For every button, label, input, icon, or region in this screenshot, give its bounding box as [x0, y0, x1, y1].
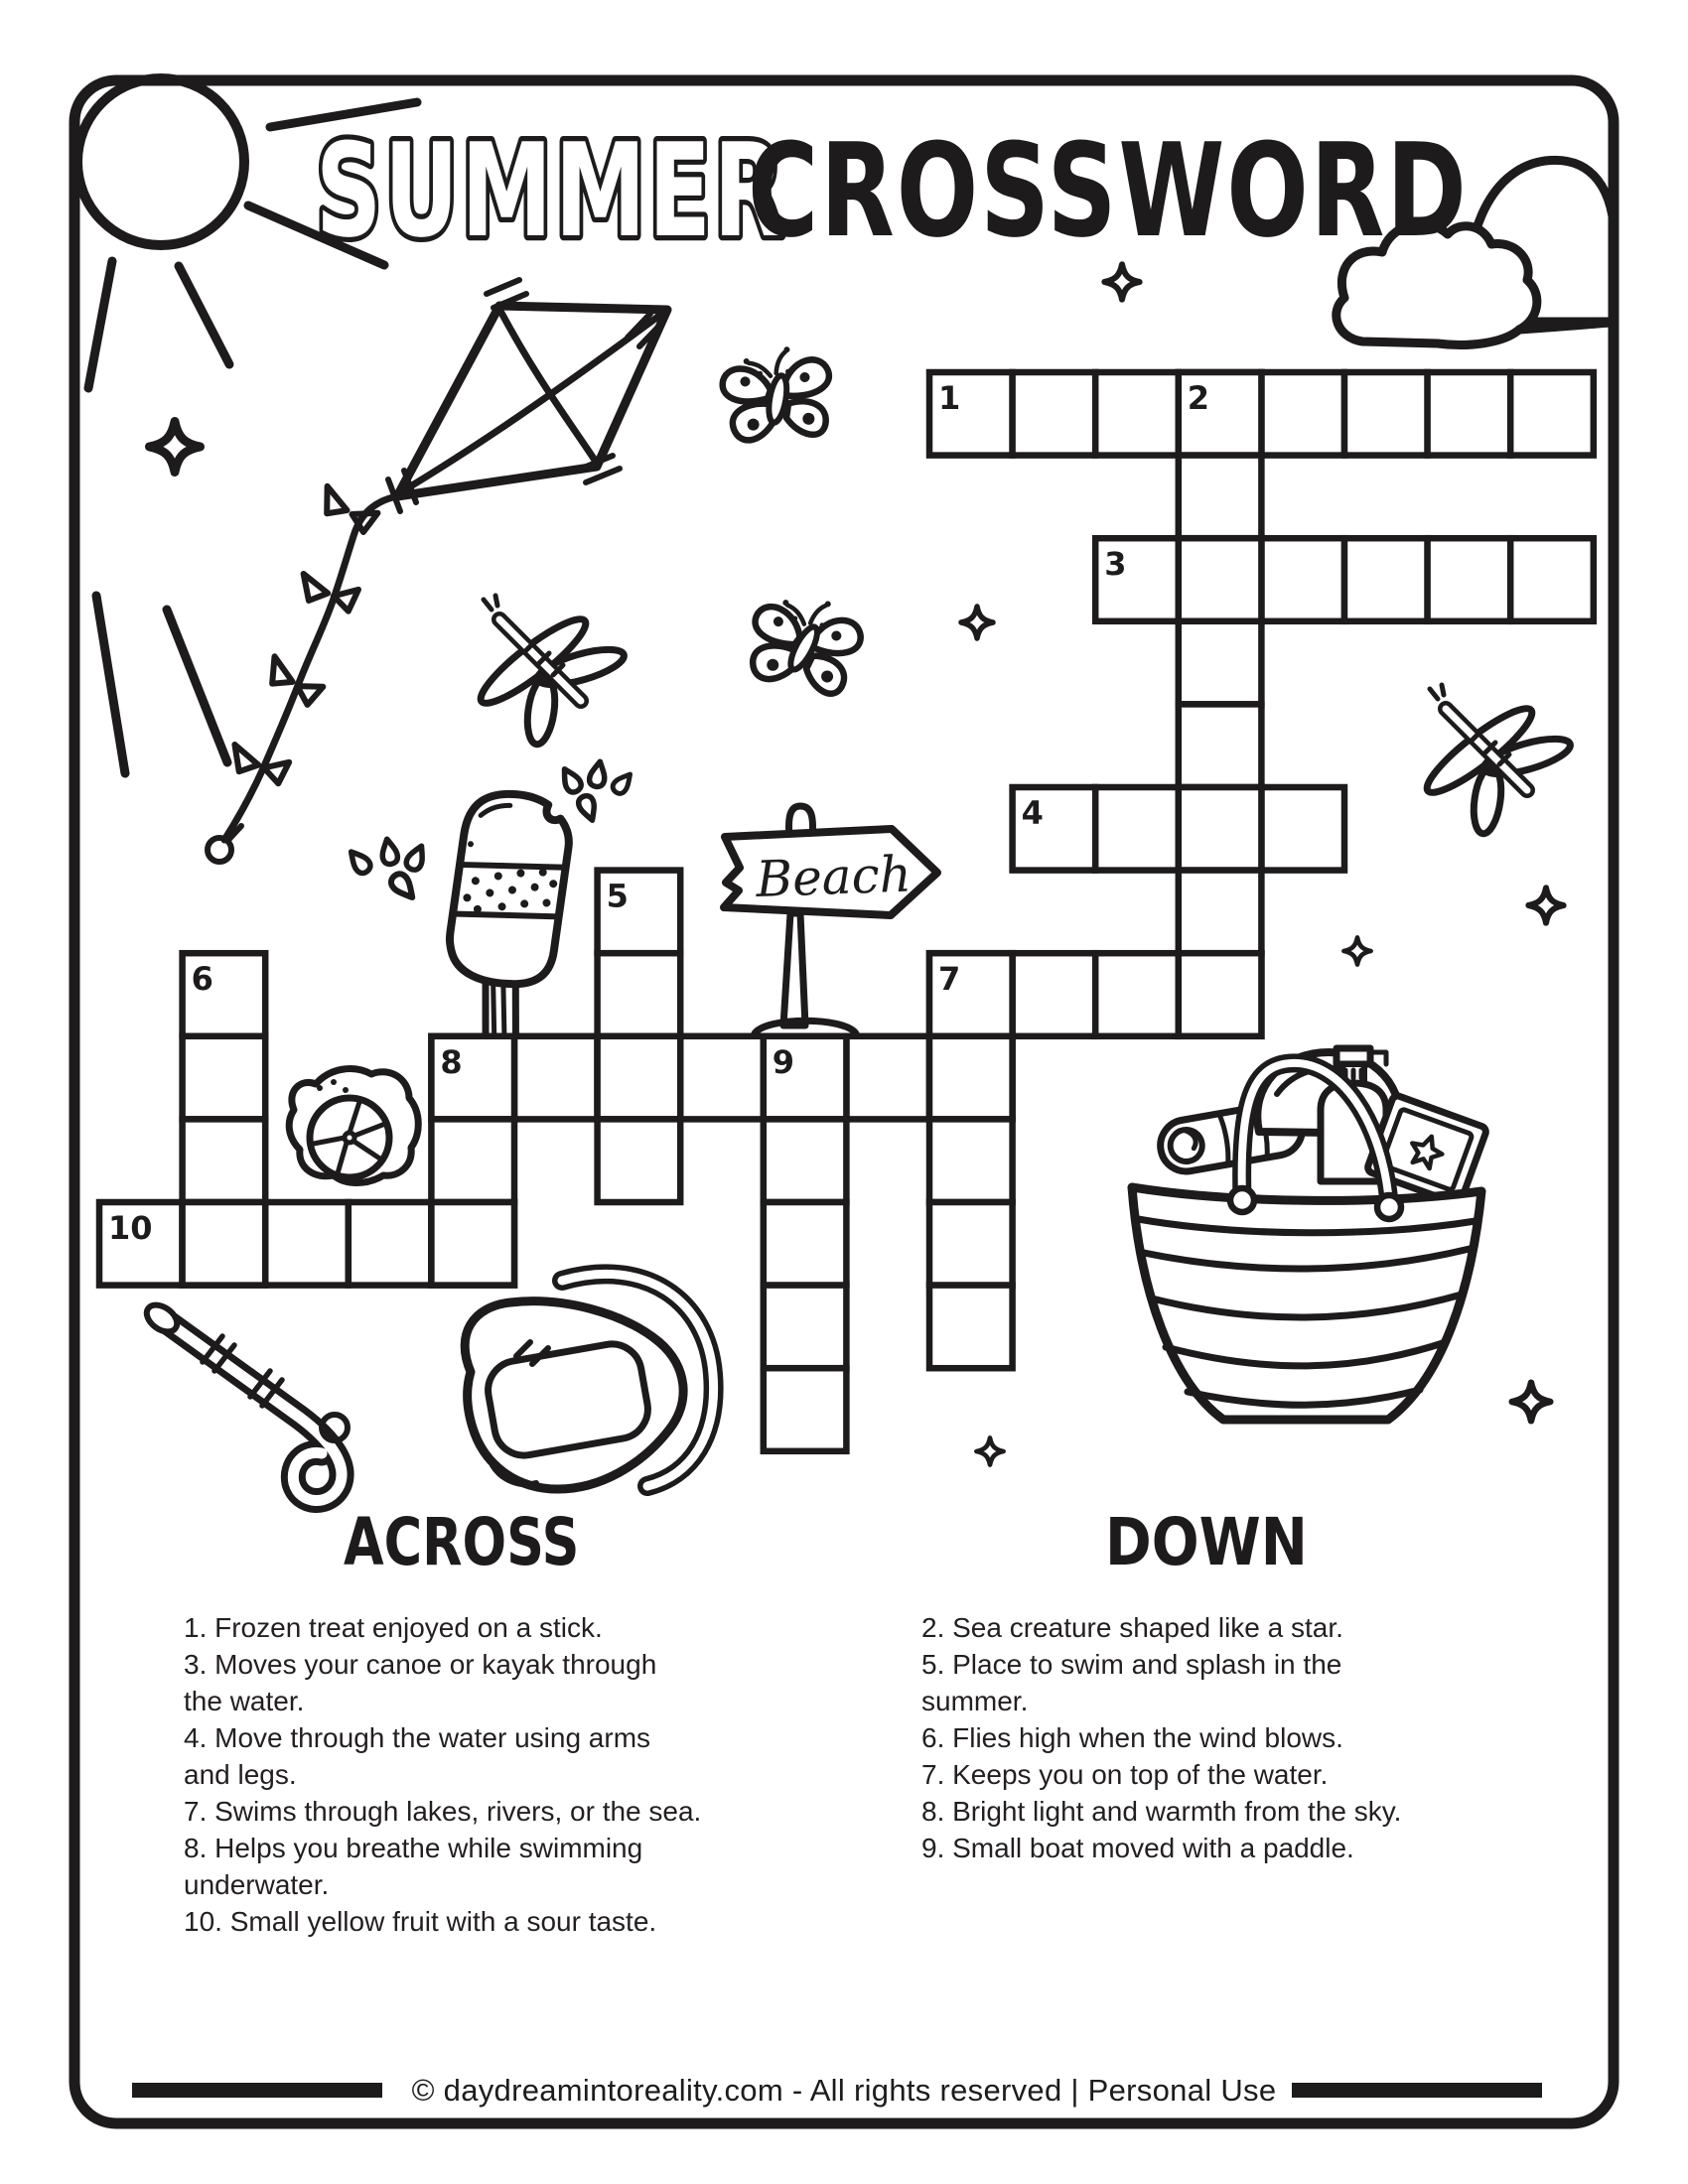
grid-cell-1-across-4[interactable] — [1261, 372, 1344, 456]
grid-cell-3-across-3[interactable] — [1344, 538, 1428, 621]
cell-number-6: 6 — [191, 960, 213, 999]
down-heading: DOWN — [1105, 1504, 1308, 1581]
sparkle-icon — [1343, 937, 1370, 964]
grid-cell-7-down-1[interactable] — [929, 1036, 1013, 1120]
page-title — [316, 115, 1469, 267]
grid-cell-2-down-1[interactable] — [1179, 456, 1262, 539]
grid-cell-8-across-3[interactable] — [680, 1036, 764, 1120]
beach-sign-icon — [724, 806, 937, 1033]
grid-cell-9-down-3[interactable] — [764, 1286, 847, 1369]
beach-sign-label: Beach — [755, 845, 913, 908]
grid-cell-7-across-1[interactable] — [1013, 953, 1096, 1036]
grid-cell-10-across-2[interactable] — [265, 1202, 349, 1286]
grid-cell-8-down-1[interactable] — [431, 1119, 514, 1202]
cell-number-1: 1 — [938, 379, 961, 417]
across-heading: ACROSS — [344, 1505, 580, 1581]
grid-cell-1-across-5[interactable] — [1344, 372, 1428, 456]
grid-cell-3-across-4[interactable] — [1428, 538, 1511, 621]
cell-number-9: 9 — [772, 1042, 795, 1081]
grid-cell-5-down-3[interactable] — [598, 1119, 681, 1202]
grid-cell-6-down-1[interactable] — [183, 1036, 266, 1120]
sparkle-icon — [1512, 1383, 1550, 1421]
sparkle-icon — [1104, 264, 1139, 299]
across-clue-1-line-0: 1. Frozen treat enjoyed on a stick. — [184, 1612, 603, 1643]
goggles-icon — [465, 1274, 713, 1489]
grid-cell-7-down-4[interactable] — [929, 1286, 1013, 1369]
cell-number-5: 5 — [606, 877, 629, 915]
down-clue-2-line-0: 2. Sea creature shaped like a star. — [921, 1612, 1343, 1643]
sparkle-icon — [1528, 887, 1563, 922]
across-clue-4-line-0: 4. Move through the water using arms — [184, 1722, 651, 1753]
grid-cell-9-down-1[interactable] — [764, 1119, 847, 1202]
grid-cell-8-across-1[interactable] — [514, 1036, 598, 1120]
dragonfly-icon — [1419, 685, 1574, 835]
grid-cell-2-down-5[interactable] — [1179, 787, 1262, 871]
cell-number-10: 10 — [108, 1209, 153, 1247]
down-clue-9-line-0: 9. Small boat moved with a paddle. — [921, 1833, 1354, 1863]
butterfly-icon — [745, 590, 866, 698]
down-clue-list — [921, 1609, 1401, 1866]
grid-cell-5-down-1[interactable] — [598, 953, 681, 1036]
across-clue-8-line-0: 8. Helps you breathe while swimming — [184, 1833, 643, 1863]
across-clue-3-line-0: 3. Moves your canoe or kayak through — [184, 1649, 657, 1680]
beach-bag-icon — [1132, 1048, 1487, 1420]
across-clue-8-line-1: underwater. — [184, 1869, 330, 1900]
snorkel-icon — [142, 1299, 348, 1500]
across-clue-10-line-0: 10. Small yellow fruit with a sour taste. — [184, 1906, 657, 1937]
down-clue-5-line-1: summer. — [921, 1686, 1029, 1716]
sparkle-icon — [961, 607, 993, 638]
grid-cell-1-across-2[interactable] — [1095, 372, 1179, 456]
cell-number-7: 7 — [938, 960, 961, 999]
across-clue-3-line-1: the water. — [184, 1686, 305, 1716]
across-clue-4-line-1: and legs. — [184, 1759, 297, 1790]
grid-cell-8-down-2[interactable] — [431, 1202, 514, 1286]
cell-number-4: 4 — [1021, 794, 1044, 832]
kite-icon — [208, 280, 667, 862]
grid-cell-2-down-4[interactable] — [1179, 704, 1262, 787]
grid-cell-6-down-2[interactable] — [183, 1119, 266, 1202]
down-clue-5-line-0: 5. Place to swim and splash in the — [921, 1649, 1342, 1680]
down-clue-7-line-0: 7. Keeps you on top of the water. — [921, 1759, 1329, 1790]
sparkle-icon — [976, 1437, 1003, 1464]
popsicle-icon — [435, 788, 575, 1059]
title-word-crossword: CROSSWORD — [748, 116, 1469, 267]
grid-cell-9-down-4[interactable] — [764, 1368, 847, 1451]
down-clue-8-line-0: 8. Bright light and warmth from the sky. — [921, 1796, 1402, 1827]
across-clue-7-line-0: 7. Swims through lakes, rivers, or the sea. — [184, 1796, 702, 1827]
grid-cell-7-down-2[interactable] — [929, 1119, 1013, 1202]
grid-cell-7-across-2[interactable] — [1095, 953, 1179, 1036]
grid-cell-9-down-2[interactable] — [764, 1202, 847, 1286]
butterfly-icon — [719, 341, 837, 447]
grid-cell-6-down-3[interactable] — [183, 1202, 266, 1286]
sparkle-icon — [149, 421, 200, 472]
dragonfly-icon — [473, 596, 628, 746]
cell-number-3: 3 — [1104, 545, 1127, 584]
grid-cell-5-down-2[interactable] — [598, 1036, 681, 1120]
cell-number-2: 2 — [1187, 379, 1210, 417]
down-clue-6-line-0: 6. Flies high when the wind blows. — [921, 1722, 1343, 1753]
grid-cell-1-across-1[interactable] — [1013, 372, 1096, 456]
grid-cell-8-across-5[interactable] — [846, 1036, 929, 1120]
grid-cell-2-down-2[interactable] — [1179, 538, 1262, 621]
cell-number-8: 8 — [440, 1042, 463, 1081]
lemon-icon — [289, 1069, 418, 1183]
across-clue-list — [184, 1609, 701, 1940]
grid-cell-4-across-1[interactable] — [1095, 787, 1179, 871]
grid-cell-1-across-6[interactable] — [1428, 372, 1511, 456]
grid-cell-2-down-6[interactable] — [1179, 871, 1262, 954]
grid-cell-10-across-3[interactable] — [349, 1202, 432, 1286]
grid-cell-3-across-5[interactable] — [1510, 538, 1594, 621]
grid-cell-7-down-3[interactable] — [929, 1202, 1013, 1286]
grid-cell-2-down-7[interactable] — [1179, 953, 1262, 1036]
footer-credit: © daydreamintoreality.com - All rights reserved | Personal Use — [411, 2073, 1277, 2108]
grid-cell-4-across-3[interactable] — [1261, 787, 1344, 871]
grid-cell-2-down-3[interactable] — [1179, 621, 1262, 705]
grid-cell-1-across-7[interactable] — [1510, 372, 1594, 456]
grid-cell-3-across-2[interactable] — [1261, 538, 1344, 621]
title-word-summer: SUMMER — [316, 114, 787, 267]
